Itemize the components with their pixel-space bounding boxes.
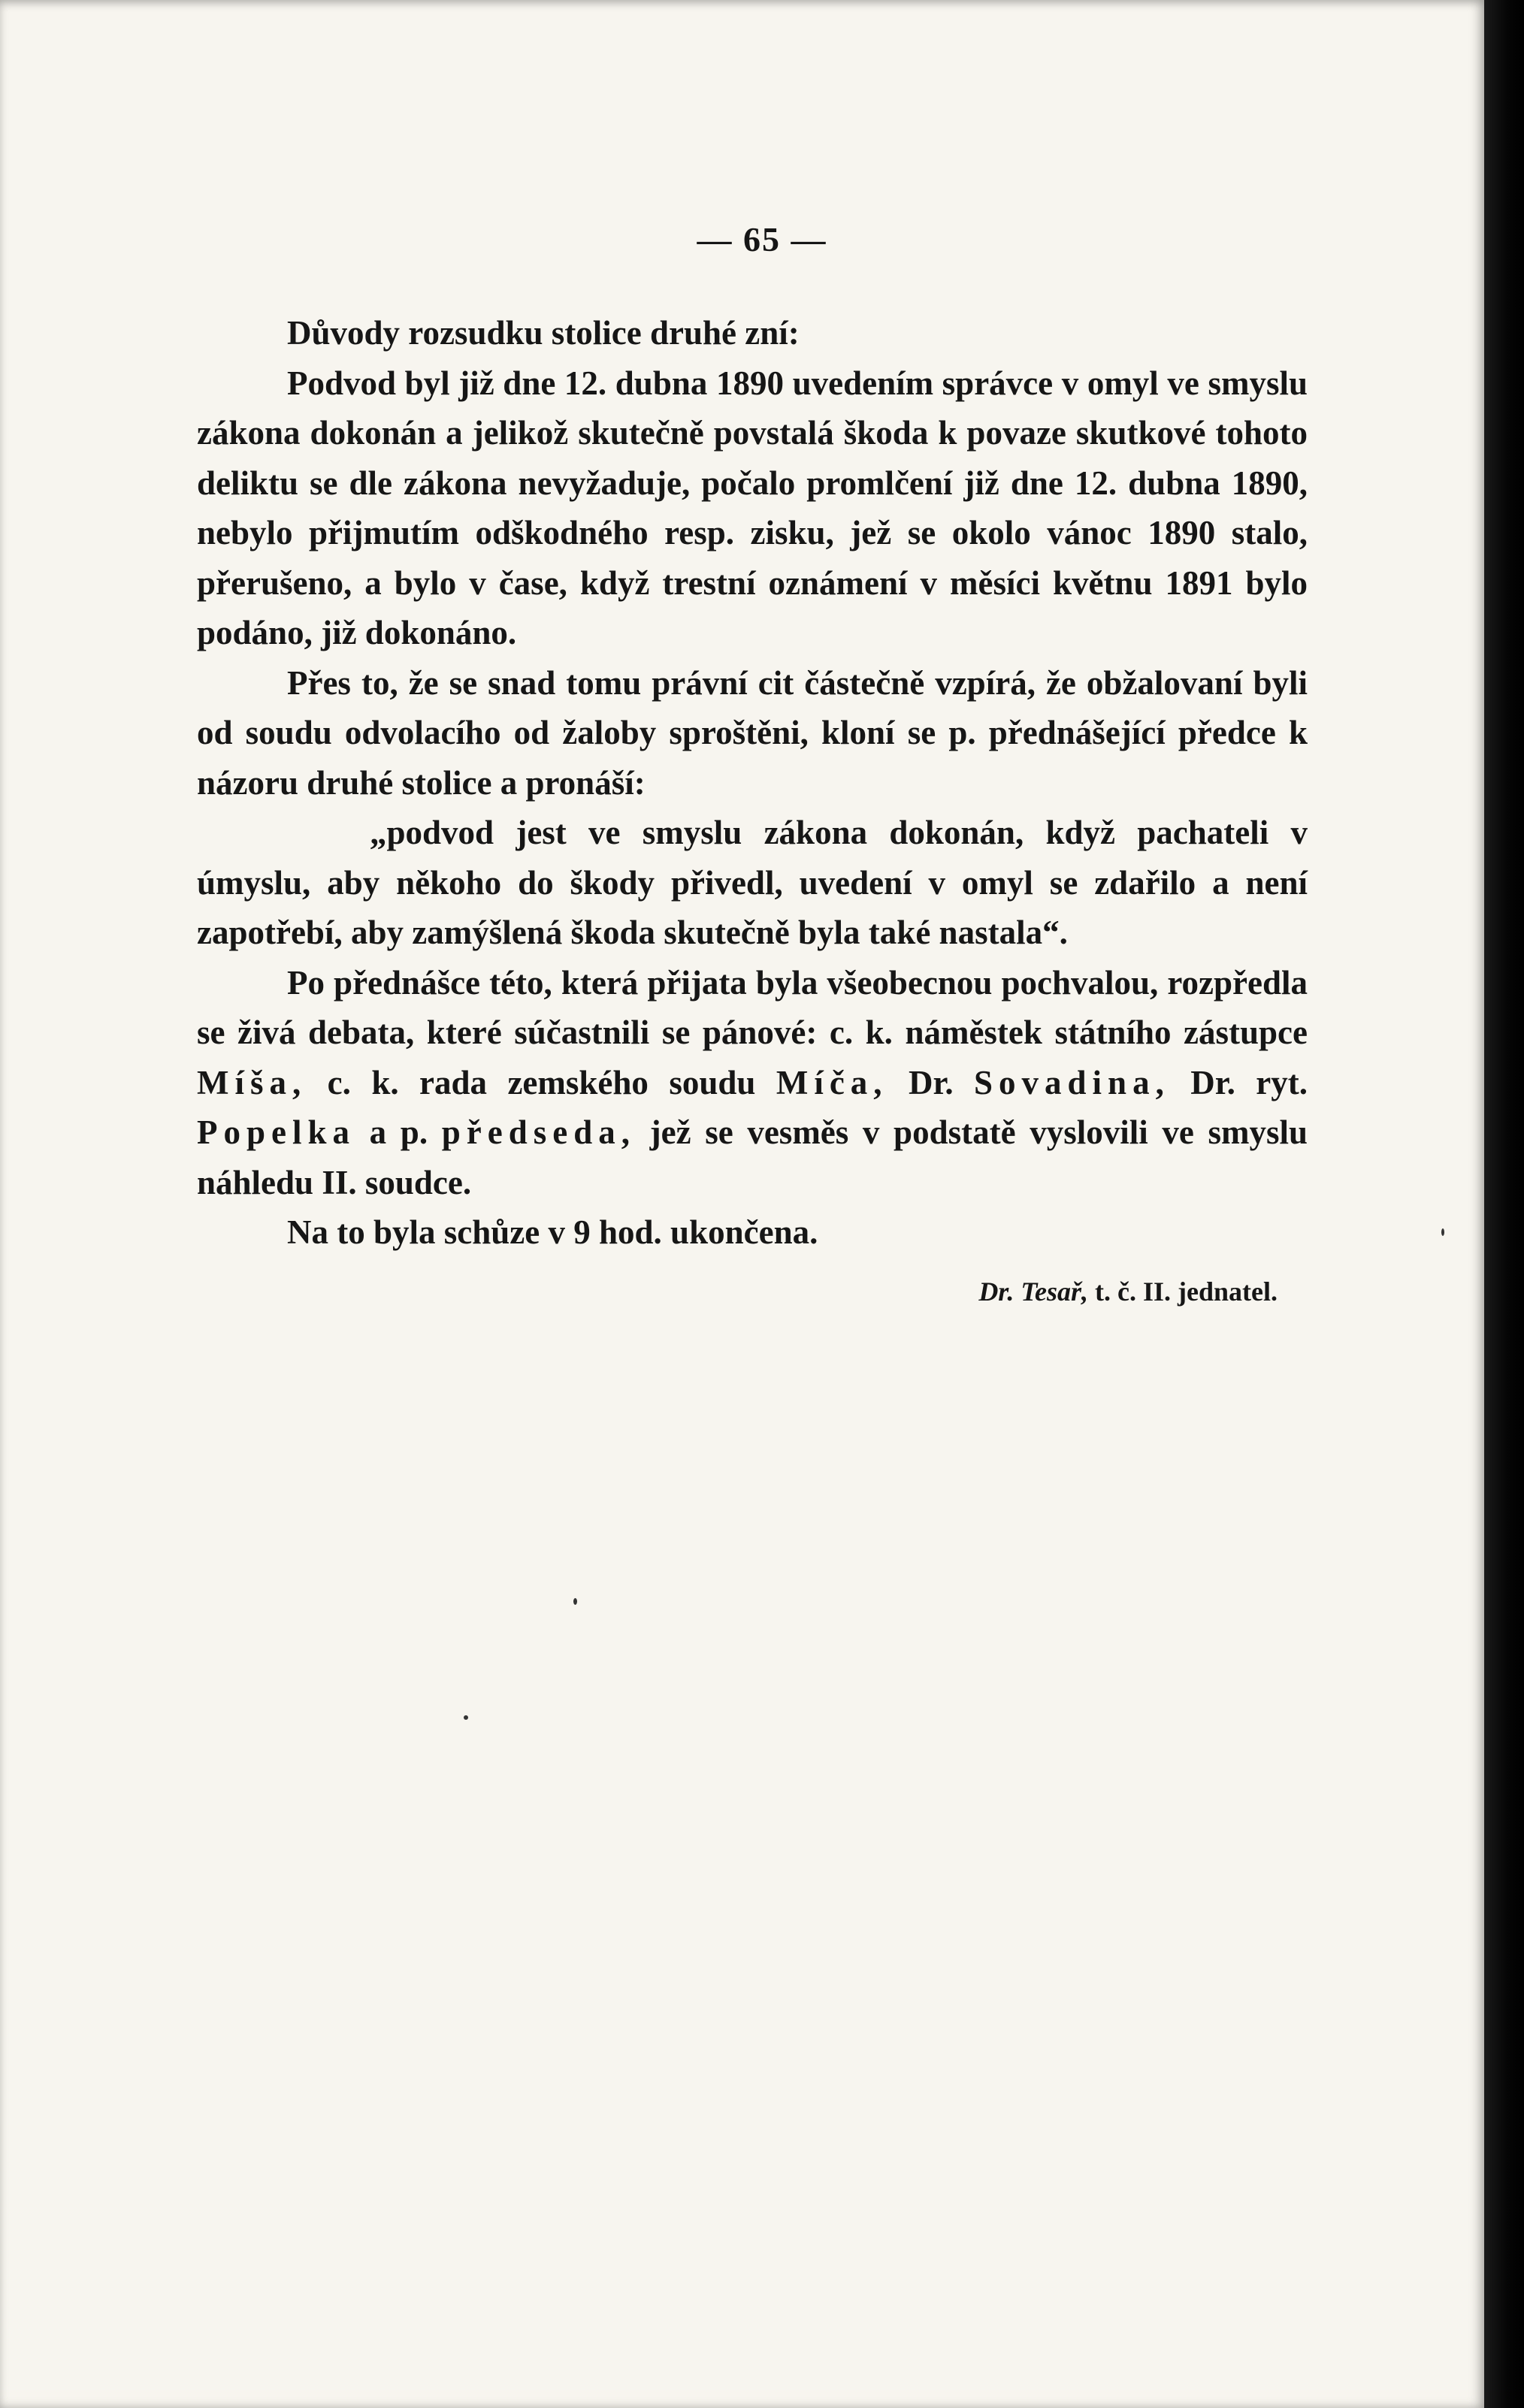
page-edge-shadow	[1484, 0, 1524, 2408]
paragraph-2: Podvod byl již dne 12. dubna 1890 uvedením správce v omyl ve smyslu zákona dokonán a jelikož skutečně povstalá škoda k povaze skutkové tohoto deliktu se dle zákona nevyžaduje, počalo promlčení již dne 12. dubna 1890, nebylo přijmutím odškodného resp. zisku, jež se okolo vánoc 1890 stalo, přerušeno, a bylo v čase, když trestní oznámení v měsíci květnu 1891 bylo podáno, již dokonáno.	[197, 364, 1308, 651]
paragraph-3: Přes to, že se snad tomu právní cit částečně vzpírá, že obžalovaní byli od soudu odvolacího od žaloby sproštěni, kloní se p. přednášející předce k názoru druhé stolice a pronáší:	[197, 663, 1308, 802]
page-number: — 65 —	[697, 220, 827, 258]
signature-name: Dr. Tesař,	[978, 1276, 1089, 1307]
paper-speck	[464, 1715, 468, 1720]
signature-role: t. č. II. jednatel.	[1095, 1276, 1278, 1307]
paragraph-quote: „podvod jest ve smyslu zákona dokonán, když pachateli v úmyslu, aby někoho do škody přivedl, uvedení v omyl se zdařilo a není zapotřebí, aby zamýšlená škoda skutečně byla také nastala“.	[197, 814, 1308, 951]
p5-text-b: c. k. rada zemského soudu	[327, 1063, 756, 1101]
page-text	[197, 308, 1308, 1316]
p5-text-d: Dr. ryt.	[1190, 1063, 1308, 1101]
name-predseda: předseda,	[441, 1113, 636, 1151]
name-sovadina: Sovadina,	[974, 1063, 1170, 1101]
paragraph-closing: Na to byla schůze v 9 hod. ukončena.	[287, 1213, 818, 1251]
paragraph-heading: Důvody rozsudku stolice druhé zní:	[287, 314, 800, 352]
p5-text-f: jež se vesměs v podstatě vyslovili ve smyslu náhledu II. soudce.	[197, 1113, 1308, 1201]
signature	[197, 1267, 1308, 1317]
name-mica: Míča,	[776, 1063, 888, 1101]
paper-speck	[573, 1598, 577, 1605]
name-popelka: Popelka	[197, 1113, 356, 1151]
name-misa: Míša,	[197, 1063, 307, 1101]
paper-speck	[1441, 1228, 1444, 1236]
p5-text-e: a p.	[369, 1113, 428, 1151]
paragraph-5	[197, 958, 1308, 1208]
p5-text-c: Dr.	[908, 1063, 954, 1101]
p5-text-a: Po přednášce této, která přijata byla všeobecnou pochvalou, rozpředla se živá debata, které súčastnili se pánové: c. k. náměstek státního zástupce	[197, 963, 1308, 1051]
